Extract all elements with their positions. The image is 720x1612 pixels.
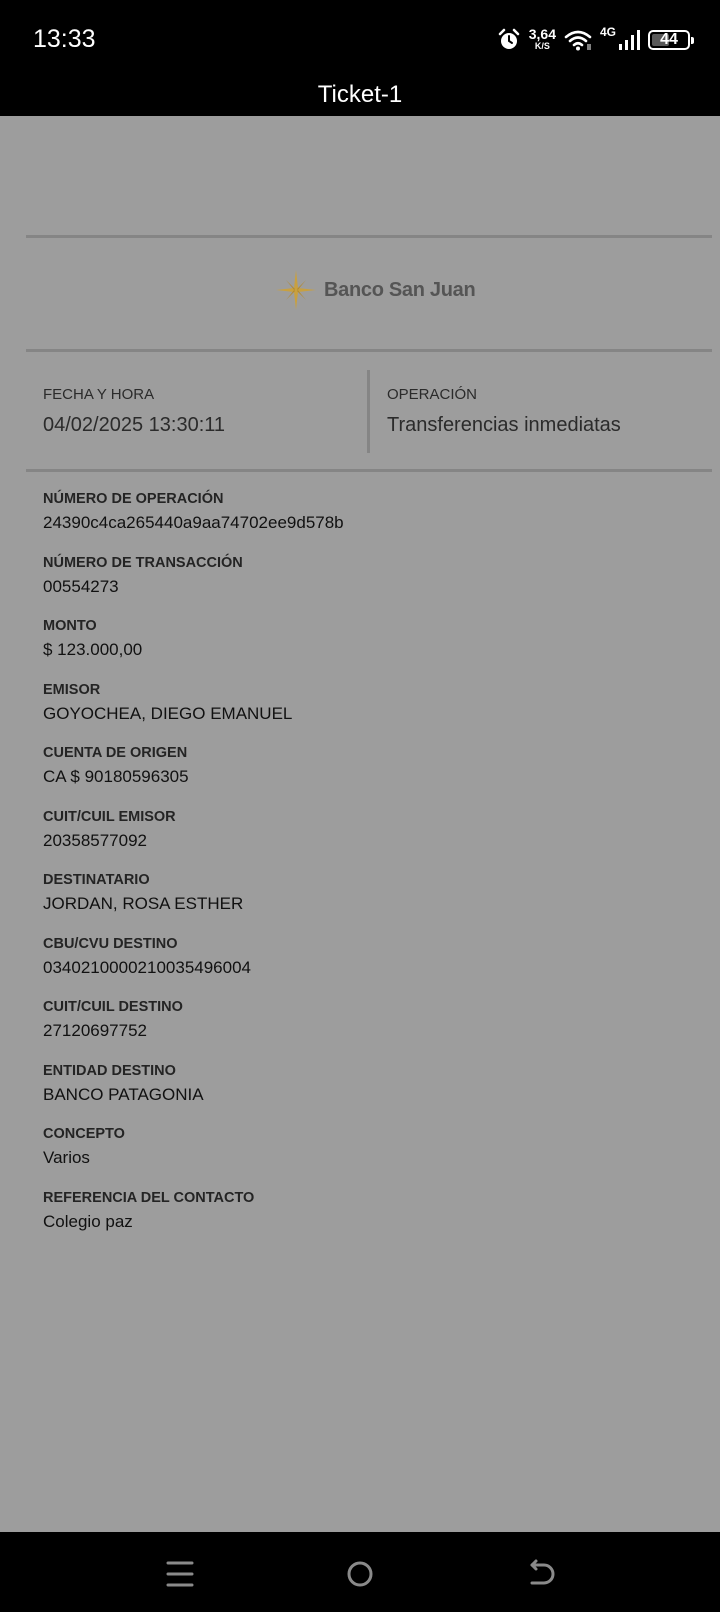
field-label: REFERENCIA DEL CONTACTO bbox=[43, 1189, 255, 1206]
field-amount bbox=[43, 618, 344, 682]
page-title: Ticket-1 bbox=[317, 81, 403, 108]
field-value: BANCO PATAGONIA bbox=[43, 1084, 204, 1104]
field-label: CUIT/CUIL DESTINO bbox=[43, 999, 183, 1015]
app-header bbox=[0, 80, 720, 116]
field-destination-cbu bbox=[43, 936, 344, 1000]
operation-value: Transferencias inmediatas bbox=[387, 414, 621, 436]
field-sender bbox=[43, 682, 344, 746]
status-icons bbox=[497, 22, 690, 58]
alarm-icon bbox=[497, 28, 521, 52]
field-label: NÚMERO DE OPERACIÓN bbox=[43, 491, 224, 507]
field-value: Colegio paz bbox=[43, 1211, 133, 1231]
field-value: JORDAN, ROSA ESTHER bbox=[43, 894, 244, 913]
field-sender-cuit bbox=[43, 809, 344, 873]
field-label: CUIT/CUIL EMISOR bbox=[43, 808, 176, 825]
field-destination-cuit bbox=[43, 999, 344, 1063]
operation-label: OPERACIÓN bbox=[387, 386, 478, 403]
menu-icon[interactable] bbox=[158, 1552, 202, 1596]
field-destination-bank bbox=[43, 1063, 344, 1127]
signal-icon bbox=[618, 29, 640, 51]
home-icon[interactable] bbox=[338, 1552, 382, 1596]
field-value: 0340210000210035496004 bbox=[43, 957, 252, 977]
logo-text: Banco San Juan bbox=[324, 278, 476, 301]
back-icon[interactable] bbox=[518, 1552, 562, 1596]
field-value: GOYOCHEA, DIEGO EMANUEL bbox=[43, 703, 293, 723]
field-recipient bbox=[43, 872, 344, 936]
field-operation-number bbox=[43, 491, 344, 555]
field-label: CUENTA DE ORIGEN bbox=[43, 745, 188, 761]
operation-block bbox=[387, 386, 621, 437]
field-label: CONCEPTO bbox=[43, 1126, 125, 1142]
star-icon bbox=[276, 270, 316, 310]
speed-value: 3,64 bbox=[528, 26, 556, 42]
field-value: 27120697752 bbox=[43, 1021, 148, 1040]
field-value: 24390c4ca265440a9aa74702ee9d578b bbox=[43, 513, 344, 532]
field-source-account bbox=[43, 745, 344, 809]
field-label: DESTINATARIO bbox=[43, 872, 150, 888]
field-label: ENTIDAD DESTINO bbox=[43, 1062, 176, 1079]
field-value: 00554273 bbox=[43, 576, 119, 596]
battery-level: 44 bbox=[660, 31, 678, 48]
field-label: MONTO bbox=[43, 618, 97, 634]
field-label: CBU/CVU DESTINO bbox=[43, 935, 178, 952]
divider-top bbox=[26, 235, 712, 238]
status-time: 13:33 bbox=[33, 25, 96, 53]
field-value: $ 123.000,00 bbox=[43, 640, 143, 659]
network-speed bbox=[529, 28, 556, 52]
date-label: FECHA Y HORA bbox=[43, 386, 155, 403]
date-block bbox=[43, 386, 225, 437]
field-value: 20358577092 bbox=[43, 830, 148, 850]
field-value: Varios bbox=[43, 1148, 90, 1167]
field-label: NÚMERO DE TRANSACCIÓN bbox=[43, 554, 243, 571]
field-transaction-number bbox=[43, 555, 344, 619]
network-type: 4G bbox=[599, 25, 616, 39]
ticket-fields bbox=[43, 491, 344, 1253]
bank-logo bbox=[276, 270, 475, 310]
field-concept bbox=[43, 1126, 344, 1190]
speed-unit: K/S bbox=[534, 41, 550, 51]
divider-summary bbox=[26, 469, 712, 472]
field-contact-reference bbox=[43, 1190, 344, 1254]
navigation-bar bbox=[0, 1532, 720, 1612]
field-label: EMISOR bbox=[43, 681, 101, 698]
status-bar bbox=[0, 0, 720, 80]
date-value: 04/02/2025 13:30:11 bbox=[43, 414, 226, 436]
battery-icon bbox=[648, 30, 690, 50]
summary-divider bbox=[367, 370, 370, 453]
field-value: CA $ 90180596305 bbox=[43, 767, 189, 786]
wifi-icon bbox=[564, 29, 592, 51]
divider-logo bbox=[26, 349, 712, 352]
